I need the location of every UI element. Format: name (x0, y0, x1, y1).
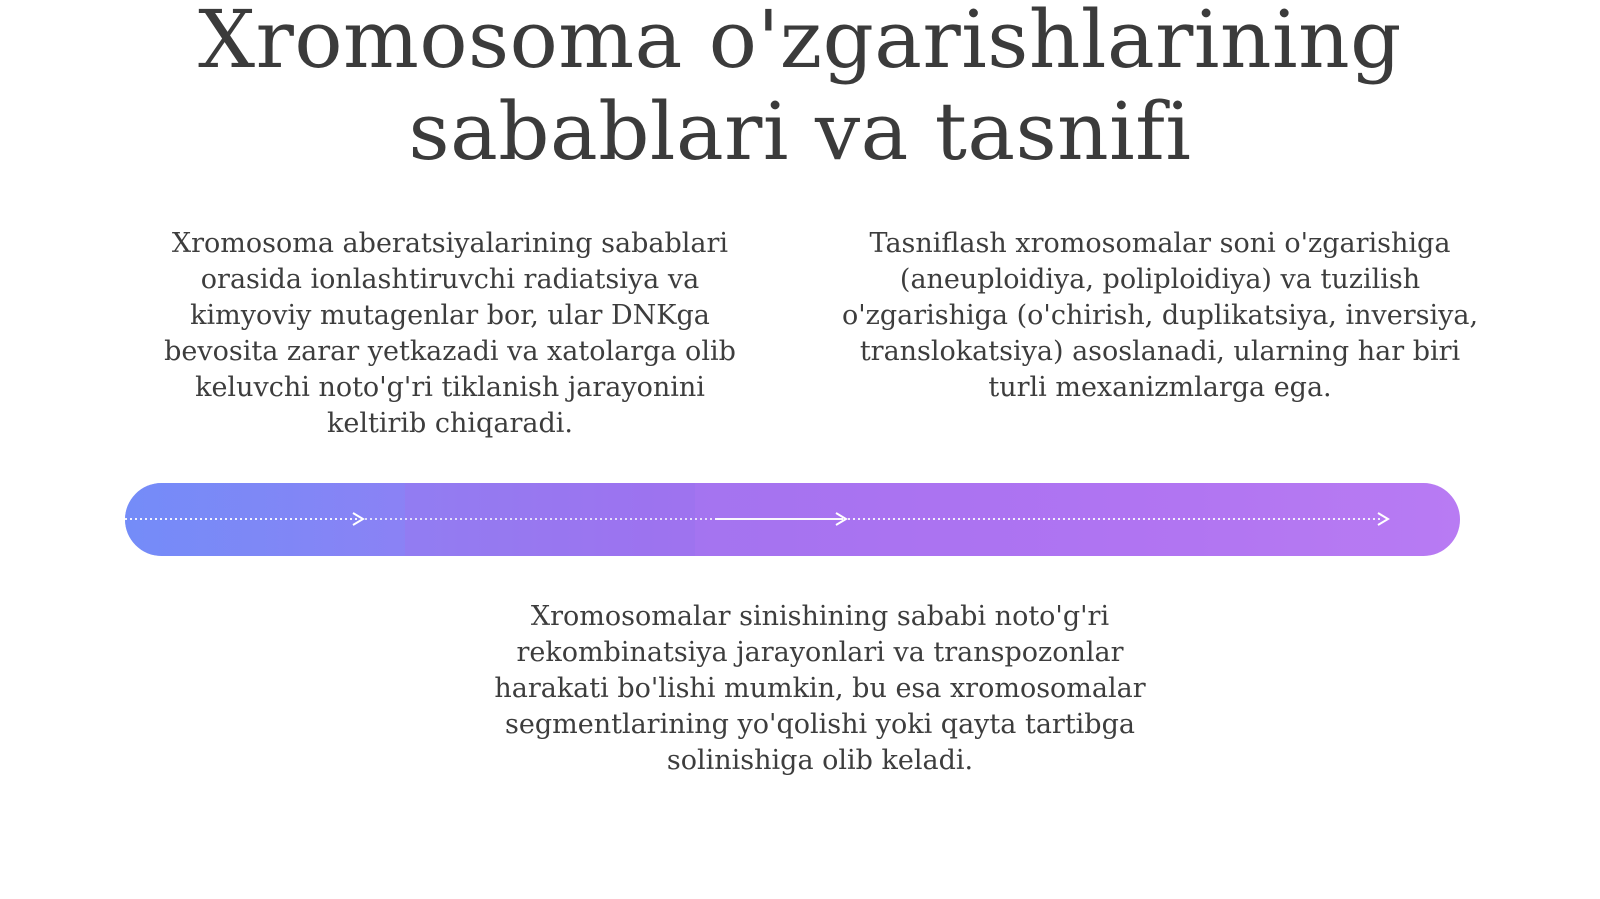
arrow-right-icon (353, 513, 363, 525)
timeline-bar (125, 483, 1460, 556)
classification-text: Tasniflash xromosomalar soni o'zgarishiga (aneuploidiya, poliploidiya) va tuzilish o'zgarishiga (o'chirish, duplikatsiya, inversiya, translokatsiya) asoslanadi, ularning har biri turli mexanizmlarga ega. (841, 228, 1479, 403)
translocation-text: Xromosomalar sinishining sababi noto'g'ri rekombinatsiya jarayonlari va transpozonlar harakati bo'lishi mumkin, bu esa xromosomalar segmentlarining yo'qolishi yoki qayta tartibga solinishiga olib keladi. (494, 601, 1146, 776)
slide-title: Xromosoma o'zgarishlarining sabablari va tasnifi (198, 0, 1402, 178)
timeline-arrows (125, 483, 1460, 556)
causes-text: Xromosoma aberatsiyalarining sabablari orasida ionlashtiruvchi radiatsiya va kimyoviy mutagenlar bor, ular DNKga bevosita zarar yetkazadi va xatolarga olib keluvchi noto'g'ri tiklanish jarayonini keltirib chiqaradi. (164, 228, 736, 439)
